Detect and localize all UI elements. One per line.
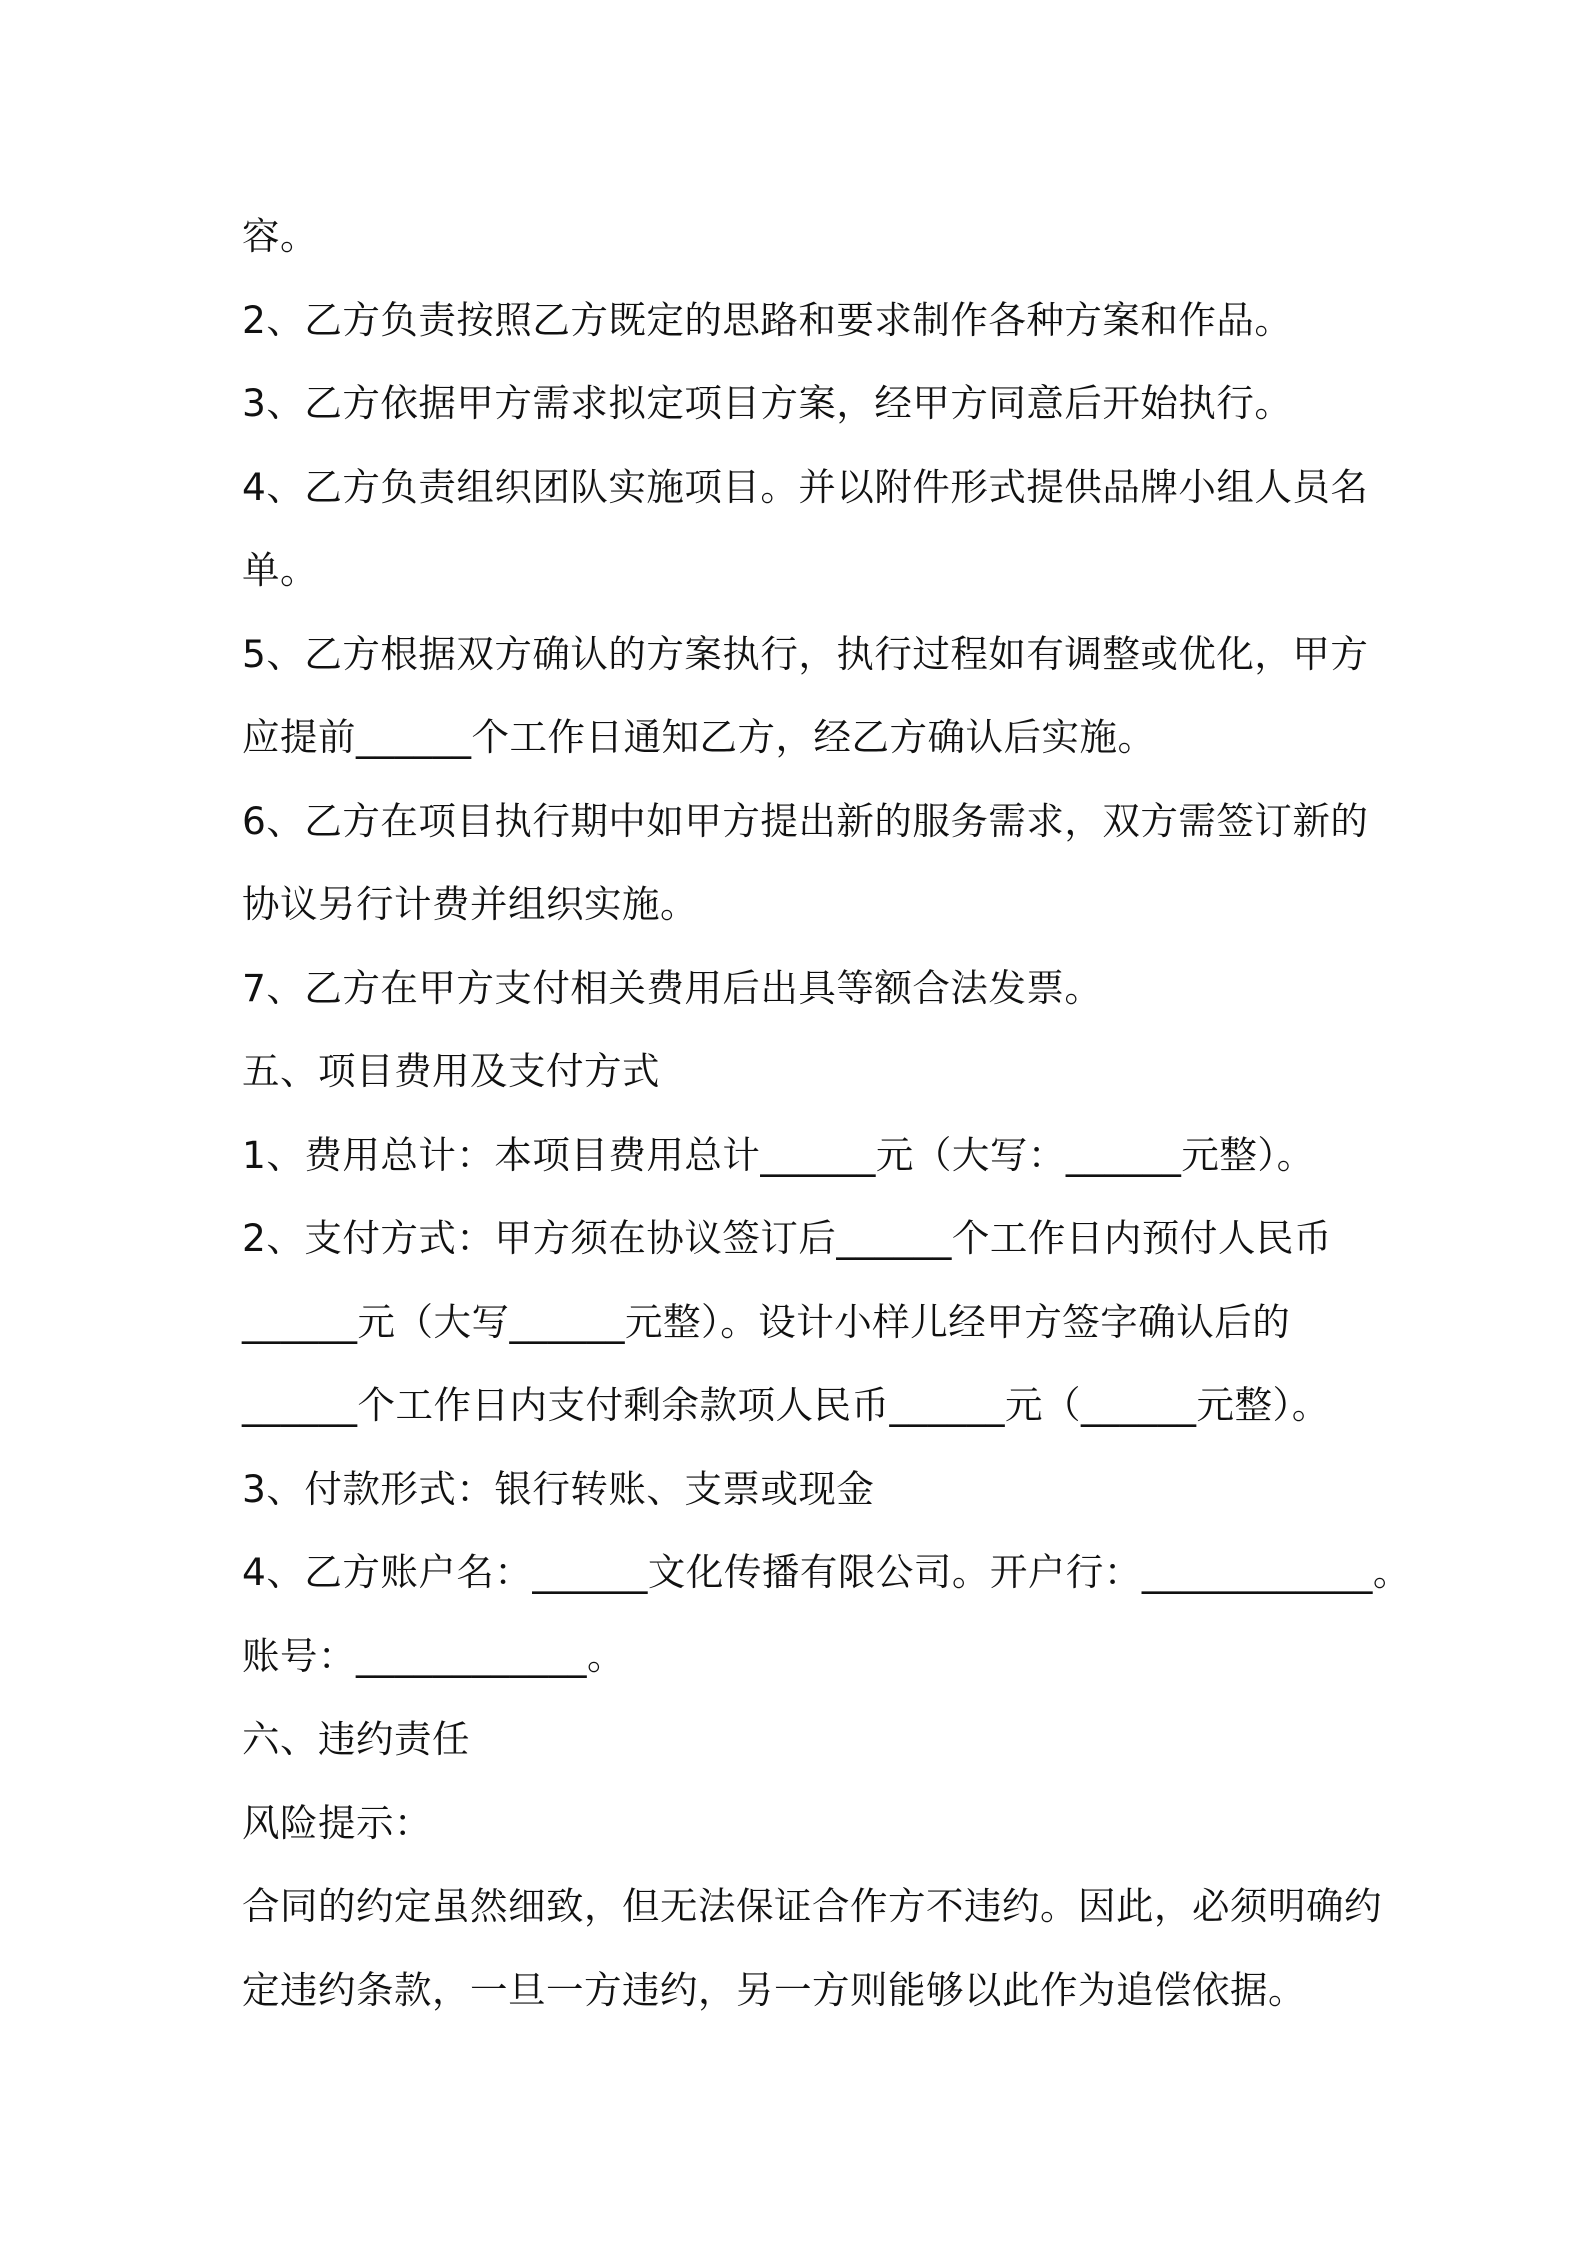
text-line: 风险提示： xyxy=(242,1800,432,1845)
text-line: 2、乙方负责按照乙方既定的思路和要求制作各种方案和作品。 xyxy=(242,297,1293,342)
text-line: 协议另行计费并组织实施。 xyxy=(242,882,698,926)
text-line: 1、费用总计：本项目费用总计______元（大写：______元整）。 xyxy=(242,1132,1315,1177)
text-line: 3、乙方依据甲方需求拟定项目方案，经甲方同意后开始执行。 xyxy=(242,381,1293,425)
section-heading: 六、违约责任 xyxy=(242,1717,470,1761)
text-line: 合同的约定虽然细致，但无法保证合作方不违约。因此，必须明确约 xyxy=(242,1884,1382,1928)
text-line: 定违约条款，一旦一方违约，另一方则能够以此作为追偿依据。 xyxy=(242,1967,1306,2012)
text-line: 7、乙方在甲方支付相关费用后出具等额合法发票。 xyxy=(242,965,1103,1010)
text-line: 单。 xyxy=(242,548,318,592)
document-body xyxy=(242,195,1411,2032)
text-line: 2、支付方式：甲方须在协议签订后______个工作日内预付人民币 xyxy=(242,1216,1332,1260)
text-line: ______个工作日内支付剩余款项人民币______元（______元整）。 xyxy=(242,1383,1330,1427)
text-line: ______元（大写______元整）。设计小样儿经甲方签字确认后的 xyxy=(242,1299,1291,1344)
text-line: 容。 xyxy=(242,214,318,258)
text-line: 3、付款形式：银行转账、支票或现金 xyxy=(242,1466,875,1511)
text-line: 账号：____________。 xyxy=(242,1633,625,1678)
text-line: 5、乙方根据双方确认的方案执行，执行过程如有调整或优化，甲方 xyxy=(242,631,1369,676)
text-line: 4、乙方账户名：______文化传播有限公司。开户行：____________。 xyxy=(242,1550,1411,1594)
text-line: 4、乙方负责组织团队实施项目。并以附件形式提供品牌小组人员名 xyxy=(242,464,1369,509)
text-line: 6、乙方在项目执行期中如甲方提出新的服务需求，双方需签订新的 xyxy=(242,798,1369,843)
section-heading: 五、项目费用及支付方式 xyxy=(242,1049,660,1093)
text-line: 应提前______个工作日通知乙方，经乙方确认后实施。 xyxy=(242,715,1156,759)
